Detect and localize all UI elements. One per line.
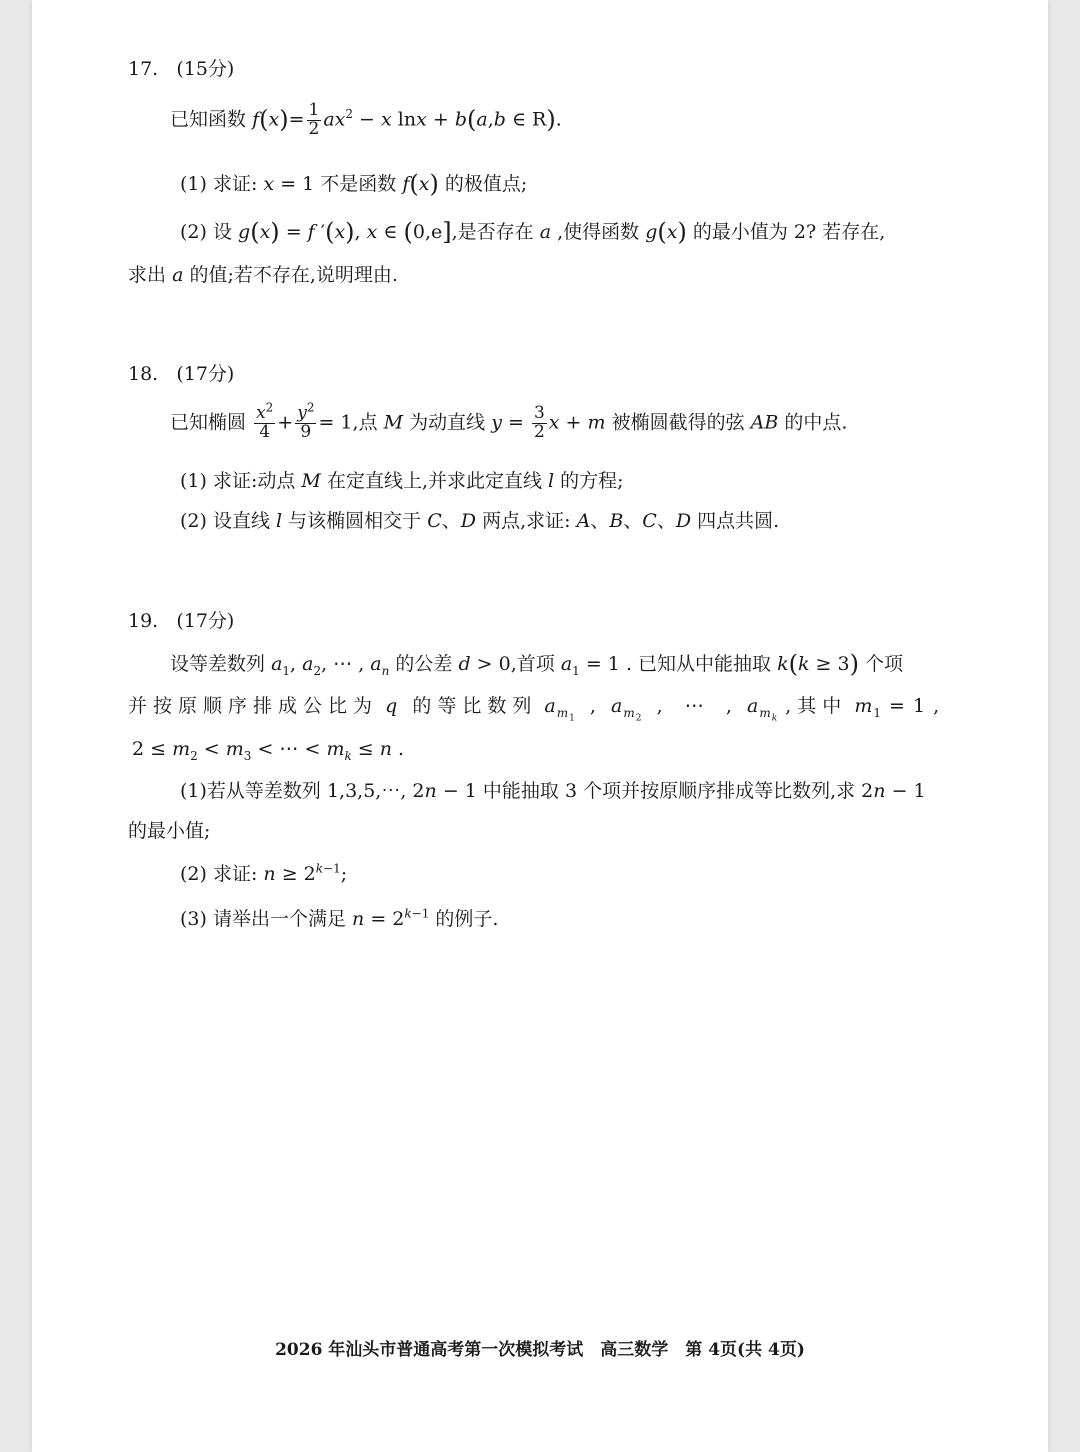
q17-part1-text-a: 求证: <box>212 173 258 195</box>
q18-part1: (1) 求证:动点 M 在定直线上,并求此定直线 l 的方程; <box>180 470 624 492</box>
q19-l2-b: 的等比数列 <box>412 695 538 717</box>
q19-header <box>128 612 234 631</box>
q19-part1-b: 中能抽取 3 个项并按原顺序排成等比数列,求 <box>482 780 856 802</box>
q19-part3-a: 请举出一个满足 <box>212 908 346 930</box>
q17-part1-label: (1) <box>180 173 207 195</box>
q19-part3: (3) 请举出一个满足 $n = 2^{k-1}$ 的例子. <box>180 906 499 930</box>
exam-page <box>32 0 1048 1452</box>
q17-part1-text-b: 不是函数 <box>320 173 397 195</box>
q17-number: 17. <box>128 58 159 80</box>
q18-stem-e: 的中点. <box>784 411 848 434</box>
q17-part2-line2-b: 的值;若不存在,说明理由. <box>189 264 398 286</box>
q18-stem-a: 已知椭圆 <box>170 411 247 434</box>
q19-part1-a: (1)若从等差数列 1,3,5,⋯, <box>180 780 407 802</box>
q17-part2-text-d: 的最小值为 2? 若存在, <box>692 221 886 243</box>
q18-number: 18. <box>128 363 159 385</box>
q19-line3: $2 \le m_2 < m_3$ < ⋯ < $m_k \le n$ . <box>132 738 405 763</box>
q19-l1-a: 设等差数列 <box>170 653 266 675</box>
q19-l2-a: 并按原顺序排成公比为 <box>128 695 379 717</box>
q17-part2-line2: 求出 a 的值;若不存在,说明理由. <box>128 264 398 286</box>
page-footer: 2026 年汕头市普通高考第一次模拟考试 高三数学 第 4页(共 4页) <box>275 1340 805 1360</box>
q19-part3-b: 的例子. <box>435 908 499 930</box>
q18-part1-c: 的方程; <box>560 470 624 492</box>
q18-part2-label: (2) <box>180 510 207 532</box>
q17-part2: (2) 设 g(x) = f ′(x), x ∈ (0,e],是否存在 a ,使得函数 g(x) 的最小值为 2? 若存在, <box>180 218 886 246</box>
q18-part2-b: 与该椭圆相交于 <box>288 510 422 532</box>
q19-part2: (2) 求证: $n \ge 2^{k-1}$; <box>180 861 348 885</box>
q18-part2-a: 设直线 <box>212 510 270 532</box>
q17-points: (15分) <box>176 58 235 80</box>
q18-part2-c: 两点,求证: <box>482 510 571 532</box>
q19-part3-label: (3) <box>180 908 207 930</box>
q19-l1-e: 个项 <box>865 653 904 675</box>
q17-part2-text-a: 设 <box>212 221 232 243</box>
q19-l1-b: 的公差 <box>395 653 453 675</box>
q18-points: (17分) <box>176 363 235 385</box>
q19-l1-d: . 已知从中能抽取 <box>625 653 772 675</box>
q17-header <box>128 60 234 79</box>
q18-stem-c: 为动直线 <box>409 411 486 434</box>
q18-part1-label: (1) <box>180 470 207 492</box>
q19-l1-c: ,首项 <box>510 653 555 675</box>
q17-stem: 已知函数 f(x)= $\frac{1}{2}$ $ax^2 - x$ lnx + b(a,b ∈ R). <box>170 100 562 139</box>
q18-stem-d: 被椭圆截得的弦 <box>611 411 745 434</box>
q17-part2-line2-a: 求出 <box>128 264 167 286</box>
q18-part2-d: 四点共圆. <box>697 510 780 532</box>
q18-header <box>128 365 234 384</box>
q17-part1-text-c: 的极值点; <box>444 173 528 195</box>
q18-part1-b: 在定直线上,并求此定直线 <box>326 470 542 492</box>
q17-stem-prefix: 已知函数 <box>170 108 247 131</box>
q17-part1: (1) 求证: x = 1 不是函数 f(x) 的极值点; <box>180 170 528 198</box>
q18-part2: (2) 设直线 l 与该椭圆相交于 C、D 两点,求证: A、B、C、D 四点共圆. <box>180 510 780 532</box>
q18-stem-b: ,点 <box>352 411 378 434</box>
q19-part2-a: 求证: <box>212 863 258 885</box>
q19-part2-label: (2) <box>180 863 207 885</box>
q17-part2-text-b: ,是否存在 <box>451 221 534 243</box>
q17-stem-suffix: . <box>555 108 562 131</box>
q19-number: 19. <box>128 610 159 632</box>
q19-part1-line2 <box>128 822 210 841</box>
q18-stem: 已知椭圆 $\frac{x^2}{4}$ + $\frac{y^2}{9}$ = 1,点 M 为动直线 y = $\frac{3}{2}$ x + m 被椭圆截得的弦 AB 的中点. <box>170 400 848 442</box>
q19-line1: 设等差数列 $a_1$, $a_2$, ⋯ , $a_n$ 的公差 d > 0,首项 $a_1 = 1$ . 已知从中能抽取 k(k ≥ 3) 个项 <box>170 650 904 678</box>
q19-part1: (1)若从等差数列 1,3,5,⋯, 2n − 1 中能抽取 3 个项并按原顺序排成等比数列,求 2n − 1 <box>180 780 926 802</box>
q19-part1-line2-text: 的最小值; <box>128 820 211 842</box>
q17-part2-label: (2) <box>180 221 207 243</box>
q19-points: (17分) <box>176 610 235 632</box>
q19-line2: 并按原顺序排成公比为 q 的等比数列 $a_{m_1}$ , $a_{m_2}$ , ⋯ , $a_{m_k}$ ,其中 $m_1 = 1$ , <box>128 695 941 724</box>
q19-l2-c: ,其中 <box>785 695 848 717</box>
q17-part2-text-c: ,使得函数 <box>557 221 640 243</box>
q18-part1-a: 求证:动点 <box>212 470 296 492</box>
